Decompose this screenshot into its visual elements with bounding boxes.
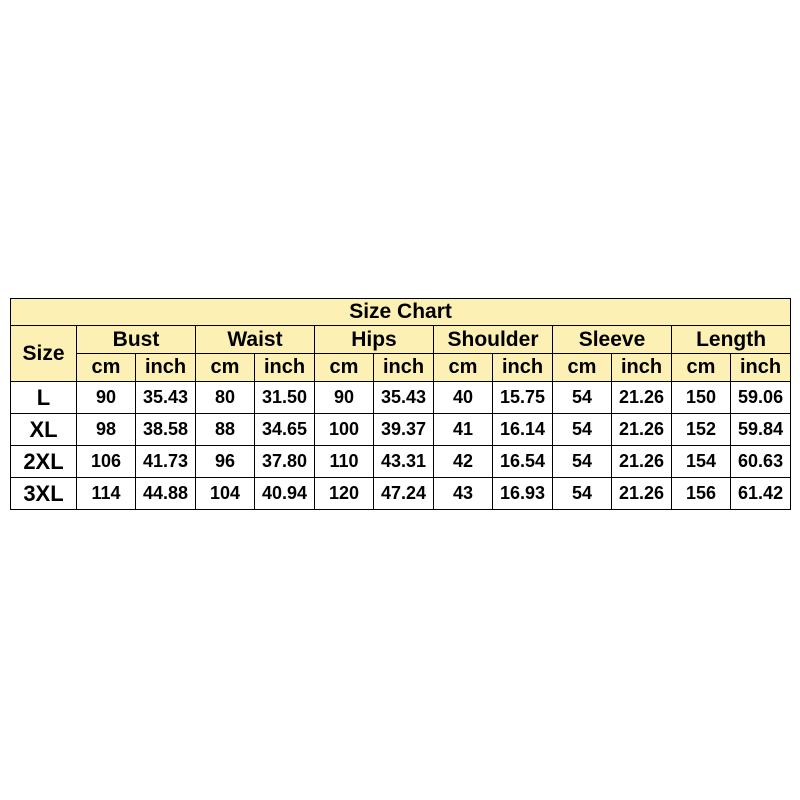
- table-cell: 54: [553, 382, 612, 414]
- table-cell: 90: [77, 382, 136, 414]
- table-cell: 43.31: [374, 446, 434, 478]
- table-cell: 34.65: [255, 414, 315, 446]
- table-cell: 80: [196, 382, 255, 414]
- table-cell: 154: [672, 446, 731, 478]
- size-chart-container: [10, 298, 790, 510]
- table-cell: 35.43: [136, 382, 196, 414]
- table-cell: 43: [434, 478, 493, 510]
- unit-header-row: [11, 354, 791, 382]
- table-cell: 21.26: [612, 382, 672, 414]
- table-cell: 152: [672, 414, 731, 446]
- unit-header: cm: [434, 354, 493, 382]
- table-cell: 54: [553, 414, 612, 446]
- table-cell: 21.26: [612, 478, 672, 510]
- table-cell: 39.37: [374, 414, 434, 446]
- table-cell: 88: [196, 414, 255, 446]
- table-cell: 114: [77, 478, 136, 510]
- table-cell: 38.58: [136, 414, 196, 446]
- size-cell: XL: [11, 414, 77, 446]
- table-cell: 31.50: [255, 382, 315, 414]
- table-cell: 40: [434, 382, 493, 414]
- table-cell: 98: [77, 414, 136, 446]
- table-cell: 16.93: [493, 478, 553, 510]
- table-cell: 44.88: [136, 478, 196, 510]
- table-cell: 150: [672, 382, 731, 414]
- table-cell: 59.84: [731, 414, 791, 446]
- table-cell: 54: [553, 478, 612, 510]
- group-header-length: Length: [672, 326, 791, 354]
- table-cell: 15.75: [493, 382, 553, 414]
- table-cell: 16.14: [493, 414, 553, 446]
- group-header-sleeve: Sleeve: [553, 326, 672, 354]
- table-cell: 90: [315, 382, 374, 414]
- unit-header: cm: [672, 354, 731, 382]
- table-row: [11, 382, 791, 414]
- table-row: [11, 414, 791, 446]
- table-cell: 156: [672, 478, 731, 510]
- table-cell: 47.24: [374, 478, 434, 510]
- unit-header: cm: [315, 354, 374, 382]
- size-column-header: Size: [11, 326, 77, 382]
- unit-header: inch: [731, 354, 791, 382]
- table-cell: 35.43: [374, 382, 434, 414]
- size-cell: 3XL: [11, 478, 77, 510]
- group-header-waist: Waist: [196, 326, 315, 354]
- table-row: [11, 446, 791, 478]
- measurement-header-row: [11, 326, 791, 354]
- size-cell: 2XL: [11, 446, 77, 478]
- table-cell: 21.26: [612, 446, 672, 478]
- table-cell: 120: [315, 478, 374, 510]
- table-cell: 42: [434, 446, 493, 478]
- table-cell: 104: [196, 478, 255, 510]
- table-cell: 100: [315, 414, 374, 446]
- group-header-hips: Hips: [315, 326, 434, 354]
- title-row: [11, 299, 791, 326]
- table-row: [11, 478, 791, 510]
- unit-header: inch: [493, 354, 553, 382]
- table-cell: 41: [434, 414, 493, 446]
- table-title: Size Chart: [11, 299, 791, 326]
- table-cell: 37.80: [255, 446, 315, 478]
- table-cell: 21.26: [612, 414, 672, 446]
- table-cell: 59.06: [731, 382, 791, 414]
- group-header-bust: Bust: [77, 326, 196, 354]
- table-cell: 16.54: [493, 446, 553, 478]
- unit-header: cm: [77, 354, 136, 382]
- table-cell: 40.94: [255, 478, 315, 510]
- table-cell: 60.63: [731, 446, 791, 478]
- group-header-shoulder: Shoulder: [434, 326, 553, 354]
- size-chart-table: [10, 298, 791, 510]
- unit-header: cm: [196, 354, 255, 382]
- unit-header: cm: [553, 354, 612, 382]
- table-cell: 54: [553, 446, 612, 478]
- unit-header: inch: [255, 354, 315, 382]
- unit-header: inch: [374, 354, 434, 382]
- table-cell: 61.42: [731, 478, 791, 510]
- table-cell: 110: [315, 446, 374, 478]
- unit-header: inch: [612, 354, 672, 382]
- table-cell: 41.73: [136, 446, 196, 478]
- table-cell: 106: [77, 446, 136, 478]
- unit-header: inch: [136, 354, 196, 382]
- size-cell: L: [11, 382, 77, 414]
- table-cell: 96: [196, 446, 255, 478]
